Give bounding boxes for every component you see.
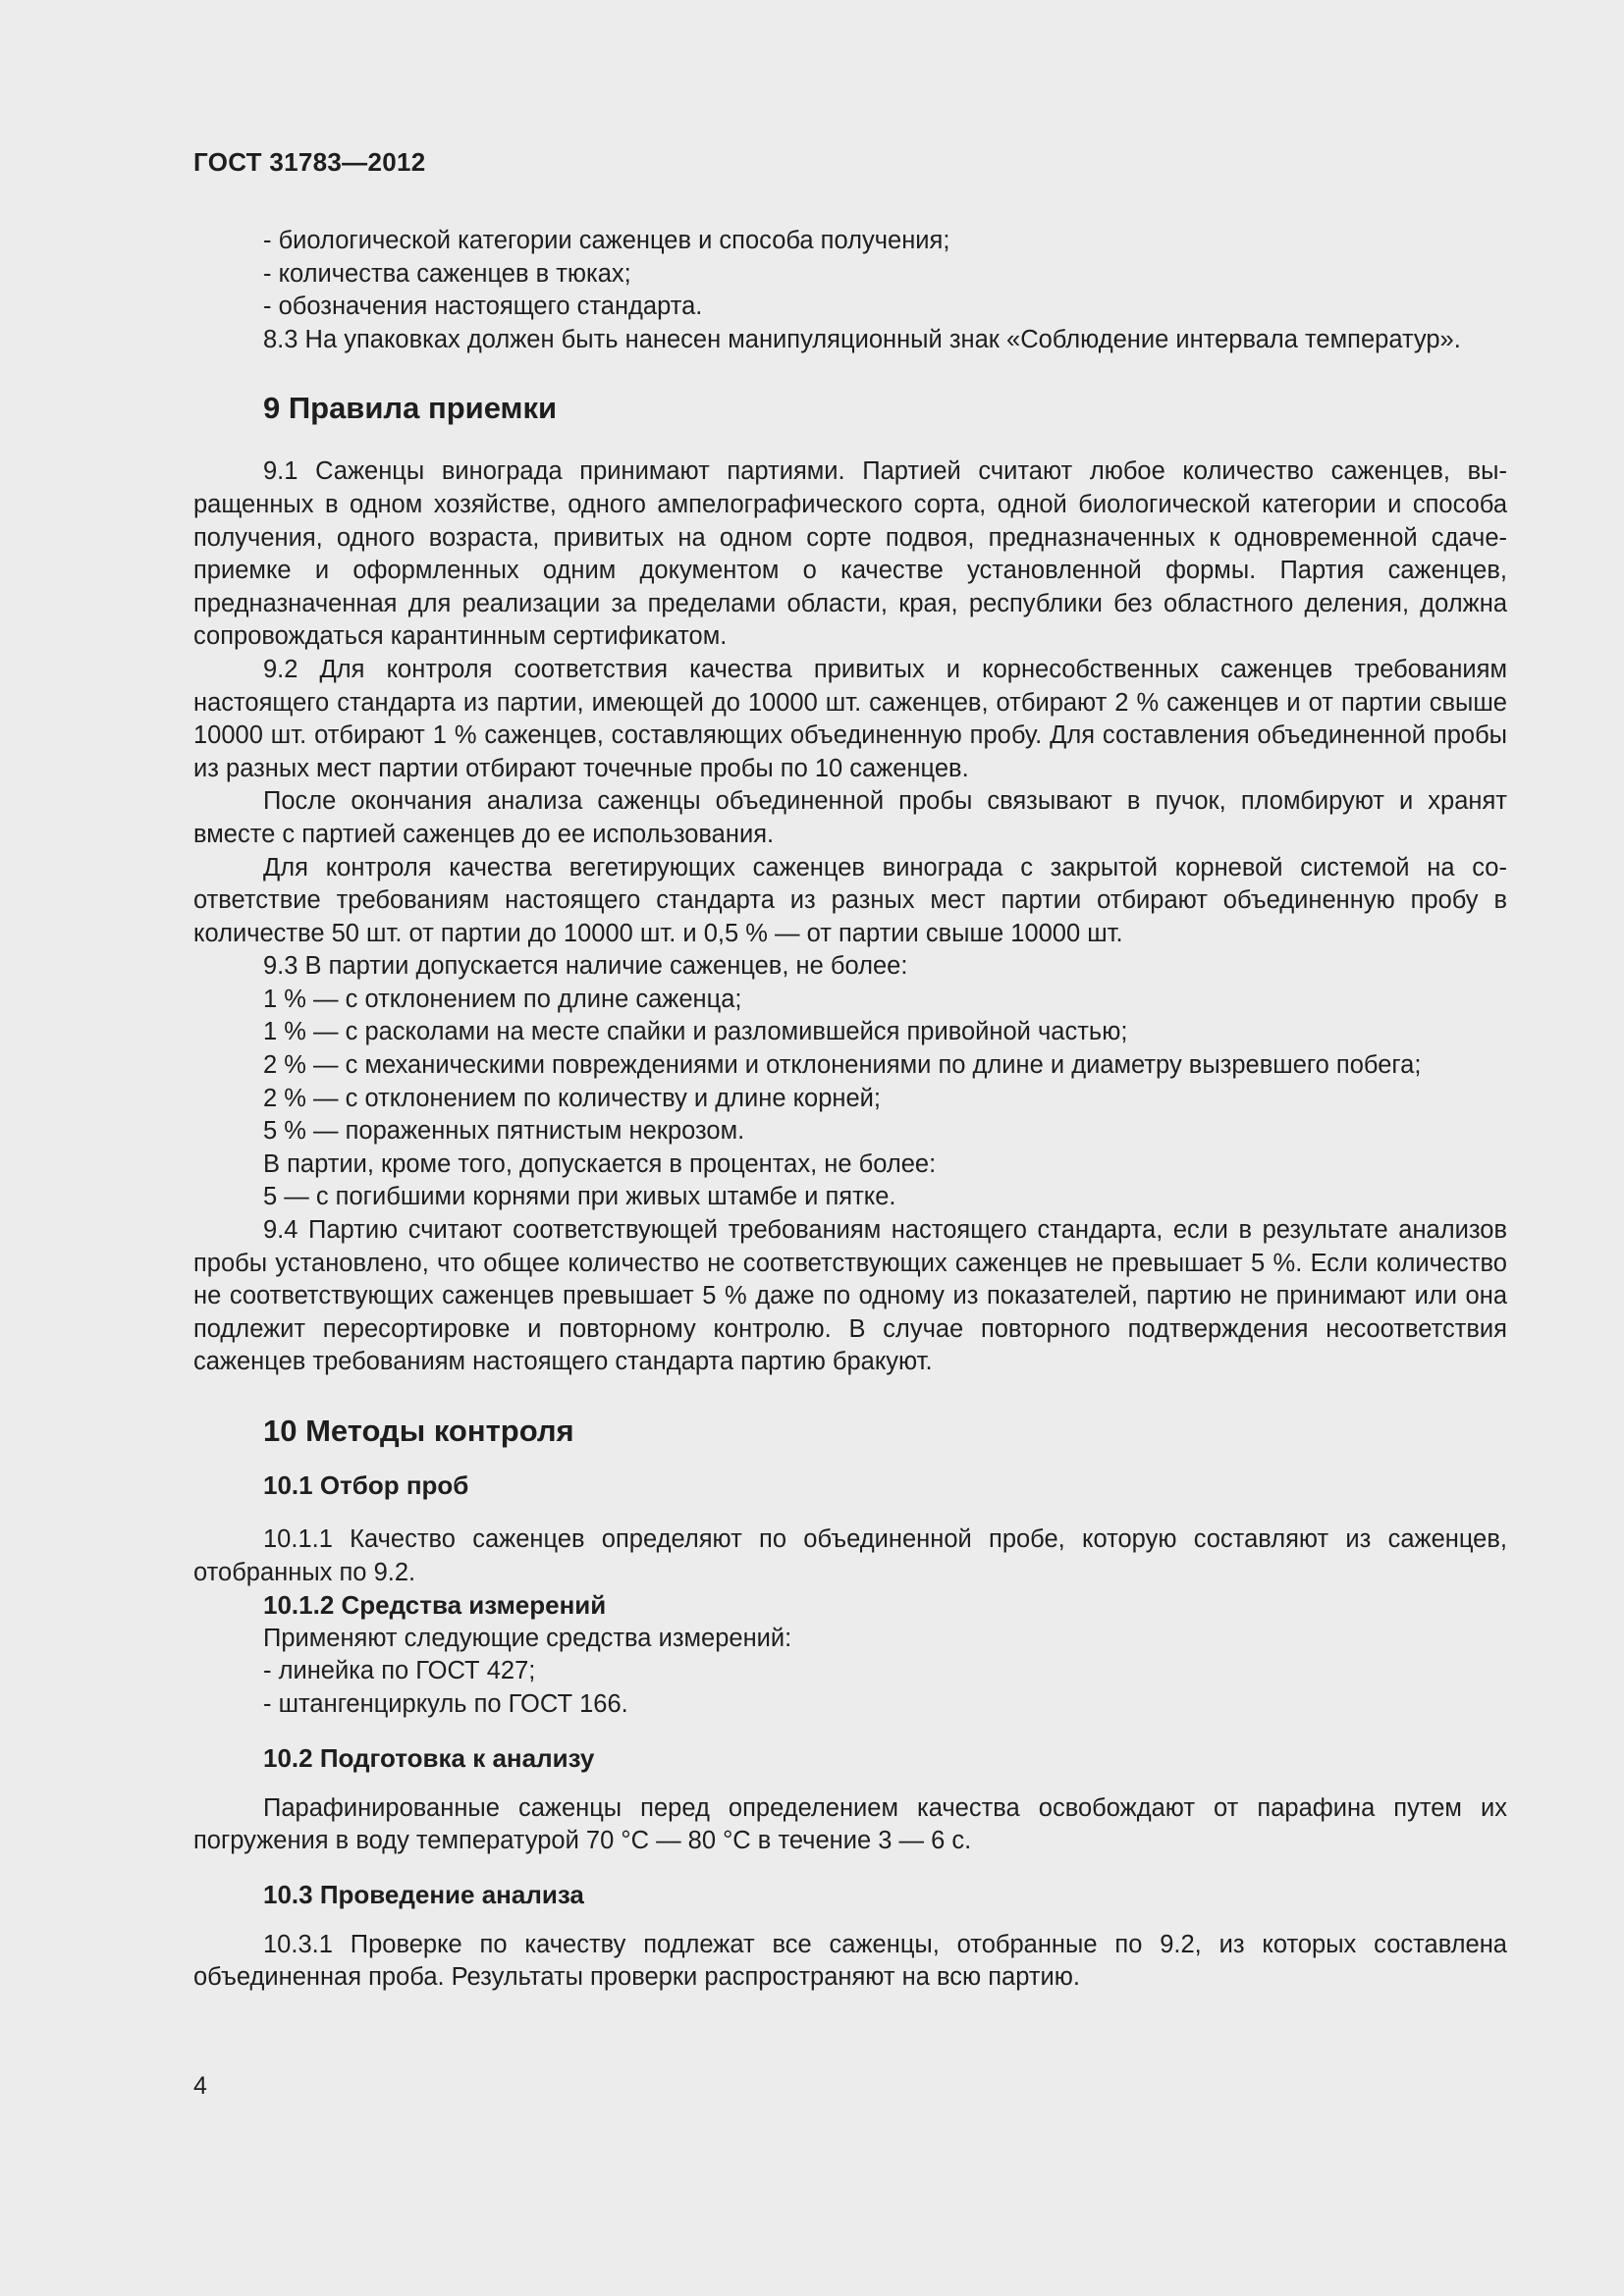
clause-9-3: 9.3 В партии допускается наличие саженцев, не более:	[263, 952, 908, 981]
section-heading-10: 10 Методы контроля	[263, 1414, 574, 1448]
document-body	[193, 225, 1507, 1995]
list-item-9-3-damage: 2 % — с механическими повреждениями и отклонениями по длине и диаметру вызревшего побега;	[263, 1051, 1422, 1080]
list-item-designation: - обозначения настоящего стандарта.	[263, 293, 703, 321]
list-item-caliper: - штангенциркуль по ГОСТ 166.	[263, 1689, 628, 1718]
list-item-9-3-dead-roots: 5 — с погибшими корнями при живых штамбе и пятке.	[263, 1183, 896, 1211]
list-item-9-3-roots: 2 % — с отклонением по количеству и длине корней;	[263, 1084, 881, 1112]
clause-10-1-1: 10.1.1 Качество саженцев определяют по объединенной пробе, которую составляют из саженцев, отобранных по 9.2.	[193, 1525, 1507, 1586]
paragraph-instruments-intro: Применяют следующие средства измерений:	[263, 1624, 792, 1652]
list-item-quantity: - количества саженцев в тюках;	[263, 259, 631, 288]
clause-9-2: 9.2 Для контроля соответствия качества привитых и корнесобственных саженцев требованиям настоящего стандарта из партии, имеющей до 10000 шт. саженцев, отбирают 2 % саженцев и от партии свыше 10000 шт. отбирают 1 % саженцев, составляющих объединенную пробу. Для составления объединенной пробы из разных мест партии отбирают точечные пробы по 10 саженцев.	[193, 655, 1507, 782]
subsection-heading-10-3: 10.3 Проведение анализа	[263, 1879, 584, 1909]
subsection-heading-10-2: 10.2 Подготовка к анализу	[263, 1742, 595, 1773]
list-item-bio-category: - биологической категории саженцев и способа получения;	[263, 227, 950, 254]
page-number: 4	[193, 2072, 207, 2100]
clause-10-2: Парафинированные саженцы перед определением качества освобождают от парафина путем их погружения в воду температурой 70 °С — 80 °С в течение 3 — 6 с.	[193, 1793, 1507, 1855]
clause-9-1: 9.1 Саженцы винограда принимают партиями. Партией считают любое количество саженцев, выращенных в одном хозяйстве, одного ампелографического сорта, одной биологической категории и способа получения, одного возраста, привитых на одном сорте подвоя, предназначенных к одновременной сдаче-приемке и оформленных одним документом о качестве установленной формы. Партия саженцев, предназначенная для реализации за пределами области, края, республики без областного деления, должна сопровождаться карантинным сертификатом.	[193, 457, 1507, 651]
clause-10-3-1: 10.3.1 Проверке по качеству подлежат все саженцы, отобранные по 9.2, из которых составлена объединенная проба. Результаты проверки распространяют на всю партию.	[193, 1930, 1507, 1992]
section-heading-9: 9 Правила приемки	[263, 391, 558, 426]
paragraph-9-3-extra: В партии, кроме того, допускается в процентах, не более:	[263, 1149, 937, 1178]
list-item-9-3-length: 1 % — с отклонением по длине саженца;	[263, 985, 742, 1013]
subsection-heading-10-1: 10.1 Отбор проб	[263, 1470, 469, 1500]
list-item-9-3-necrosis: 5 % — пораженных пятнистым некрозом.	[263, 1117, 745, 1146]
clause-8-3: 8.3 На упаковках должен быть нанесен манипуляционный знак «Соблюдение интервала температур».	[263, 325, 1461, 353]
paragraph-after-analysis: После окончания анализа саженцы объединенной пробы связывают в пучок, пломбируют и хранят вместе с партией саженцев до ее использования.	[193, 787, 1507, 848]
list-item-9-3-splits: 1 % — с расколами на месте спайки и разломившейся привойной частью;	[263, 1018, 1128, 1046]
clause-9-4: 9.4 Партию считают соответствующей требованиям настоящего стандарта, если в результате анализов пробы установлено, что общее количество не соответствующих саженцев не превышает 5 %. Если количество не соответствующих саженцев превышает 5 % даже по одному из показателей, партию не принимают или она подлежит пересортировке и повторному контролю. В случае повторного подтверждения несоответствия саженцев требованиям настоящего стандарта партию бракуют.	[193, 1216, 1507, 1376]
paragraph-vegetating-seedlings: Для контроля качества вегетирующих саженцев винограда с закрытой корневой системой на соответствие требованиям настоящего стандарта из разных мест партии отбирают объединенную пробу в количестве 50 шт. от партии до 10000 шт. и 0,5 % — от партии свыше 10000 шт.	[193, 853, 1507, 947]
list-item-ruler: - линейка по ГОСТ 427;	[263, 1657, 536, 1685]
subsection-heading-10-1-2: 10.1.2 Средства измерений	[263, 1590, 607, 1621]
document-header: ГОСТ 31783—2012	[193, 147, 426, 177]
